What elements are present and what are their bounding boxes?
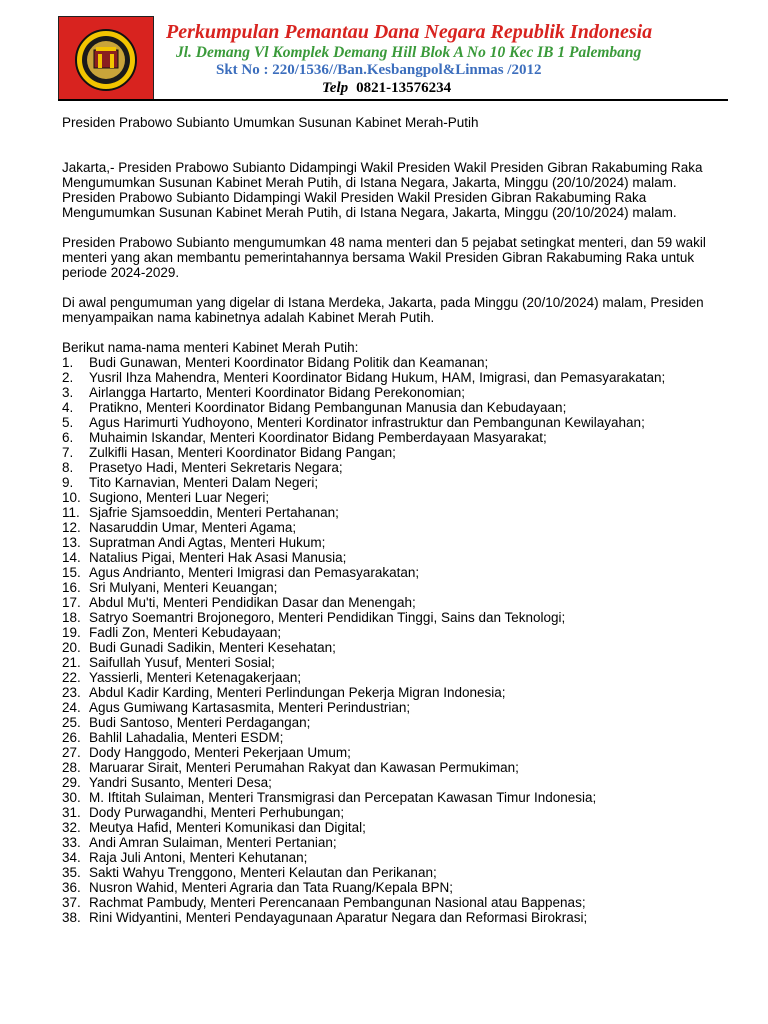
list-item-number: 30.: [62, 790, 81, 805]
list-item: [62, 535, 732, 550]
list-item: [62, 745, 732, 760]
list-item-text: Bahlil Lahadalia, Menteri ESDM;: [89, 730, 284, 745]
list-item-number: 23.: [62, 685, 81, 700]
list-item-text: Tito Karnavian, Menteri Dalam Negeri;: [89, 475, 319, 490]
list-item: [62, 670, 732, 685]
list-item: [62, 475, 732, 490]
list-item: [62, 805, 732, 820]
list-item-text: Yassierli, Menteri Ketenagakerjaan;: [89, 670, 302, 685]
list-item-number: 19.: [62, 625, 81, 640]
list-item-number: 26.: [62, 730, 81, 745]
list-item-number: 3.: [62, 385, 74, 400]
list-item: [62, 685, 732, 700]
organization-address: Jl. Demang Vl Komplek Demang Hill Blok A No 10 Kec IB 1 Palembang: [176, 44, 642, 61]
list-item-number: 31.: [62, 805, 81, 820]
list-item: [62, 520, 732, 535]
list-item-number: 8.: [62, 460, 74, 475]
list-item: [62, 835, 732, 850]
list-item: [62, 730, 732, 745]
list-item-number: 29.: [62, 775, 81, 790]
list-item: [62, 790, 732, 805]
list-item: [62, 370, 732, 385]
list-item-text: Nasaruddin Umar, Menteri Agama;: [89, 520, 297, 535]
list-item-number: 6.: [62, 430, 74, 445]
list-item-text: Dody Purwagandhi, Menteri Perhubungan;: [89, 805, 345, 820]
list-item: [62, 880, 732, 895]
list-item-text: Fadli Zon, Menteri Kebudayaan;: [89, 625, 282, 640]
list-item: [62, 355, 732, 370]
list-item: [62, 820, 732, 835]
list-item-text: Andi Amran Sulaiman, Menteri Pertanian;: [89, 835, 337, 850]
telephone-line: [322, 80, 451, 97]
list-item: [62, 655, 732, 670]
list-item: [62, 550, 732, 565]
list-item-number: 34.: [62, 850, 81, 865]
list-item-number: 22.: [62, 670, 81, 685]
list-item: [62, 775, 732, 790]
list-item-text: M. Iftitah Sulaiman, Menteri Transmigrasi dan Percepatan Kawasan Timur Indonesia;: [89, 790, 597, 805]
list-item-number: 1.: [62, 355, 74, 370]
list-item-text: Airlangga Hartarto, Menteri Koordinator Bidang Perekonomian;: [89, 385, 465, 400]
list-item-number: 14.: [62, 550, 81, 565]
telephone-number: 0821-13576234: [356, 80, 452, 96]
list-item-number: 17.: [62, 595, 81, 610]
list-item-text: Natalius Pigai, Menteri Hak Asasi Manusia;: [89, 550, 347, 565]
list-item: [62, 505, 732, 520]
list-item-text: Pratikno, Menteri Koordinator Bidang Pembangunan Manusia dan Kebudayaan;: [89, 400, 567, 415]
list-item-number: 2.: [62, 370, 74, 385]
list-item-text: Sjafrie Sjamsoeddin, Menteri Pertahanan;: [89, 505, 339, 520]
list-item-text: Rini Widyantini, Menteri Pendayagunaan Aparatur Negara dan Reformasi Birokrasi;: [89, 910, 588, 925]
list-item: [62, 430, 732, 445]
list-item: [62, 625, 732, 640]
list-item-number: 12.: [62, 520, 81, 535]
list-item-text: Saifullah Yusuf, Menteri Sosial;: [89, 655, 275, 670]
list-item-text: Abdul Kadir Karding, Menteri Perlindungan Pekerja Migran Indonesia;: [89, 685, 506, 700]
telephone-label: Telp: [322, 80, 349, 96]
list-item-number: 11.: [62, 505, 80, 520]
list-item-number: 36.: [62, 880, 81, 895]
article-title: Presiden Prabowo Subianto Umumkan Susunan Kabinet Merah-Putih: [62, 115, 479, 130]
list-item-text: Yusril Ihza Mahendra, Menteri Koordinator Bidang Hukum, HAM, Imigrasi, dan Pemasyarakatan;: [89, 370, 666, 385]
list-item-text: Supratman Andi Agtas, Menteri Hukum;: [89, 535, 326, 550]
list-item-number: 18.: [62, 610, 81, 625]
list-item-number: 4.: [62, 400, 74, 415]
list-item-number: 5.: [62, 415, 74, 430]
list-item: [62, 595, 732, 610]
list-item: [62, 760, 732, 775]
organization-logo: [58, 16, 154, 100]
list-item-text: Yandri Susanto, Menteri Desa;: [89, 775, 272, 790]
list-item: [62, 580, 732, 595]
list-item-number: 15.: [62, 565, 81, 580]
list-item-text: Raja Juli Antoni, Menteri Kehutanan;: [89, 850, 308, 865]
list-item: [62, 400, 732, 415]
list-item-number: 21.: [62, 655, 81, 670]
list-item-number: 9.: [62, 475, 74, 490]
list-item-number: 37.: [62, 895, 81, 910]
list-item-number: 25.: [62, 715, 81, 730]
list-item-text: Agus Gumiwang Kartasasmita, Menteri Perindustrian;: [89, 700, 411, 715]
list-item-text: Muhaimin Iskandar, Menteri Koordinator Bidang Pemberdayaan Masyarakat;: [89, 430, 547, 445]
list-item-text: Sugiono, Menteri Luar Negeri;: [89, 490, 270, 505]
list-item: [62, 565, 732, 580]
list-item: [62, 490, 732, 505]
registration-number: Skt No : 220/1536//Ban.Kesbangpol&Linmas /2012: [216, 62, 542, 78]
list-item: [62, 415, 732, 430]
list-item-number: 38.: [62, 910, 81, 925]
list-item: [62, 895, 732, 910]
list-item-number: 16.: [62, 580, 81, 595]
list-item-number: 7.: [62, 445, 74, 460]
list-item-text: Maruarar Sirait, Menteri Perumahan Rakyat dan Kawasan Permukiman;: [89, 760, 519, 775]
list-item-number: 20.: [62, 640, 81, 655]
paragraph: Jakarta,- Presiden Prabowo Subianto Didampingi Wakil Presiden Wakil Presiden Gibran Rakabuming Raka Mengumumkan Susunan Kabinet Merah Putih, di Istana Negara, Jakarta, Minggu (20/10/2024) malam. Presiden Prabowo Subianto Didampingi Wakil Presiden Wakil Presiden Gibran Rakabuming Raka Mengumumkan Susunan Kabinet Merah Putih, di Istana Negara, Jakarta, Minggu (20/10/2024) malam.: [62, 160, 703, 220]
list-item: [62, 715, 732, 730]
list-item-text: Budi Santoso, Menteri Perdagangan;: [89, 715, 311, 730]
header-divider: [58, 99, 728, 101]
list-item-number: 35.: [62, 865, 81, 880]
list-item-number: 13.: [62, 535, 81, 550]
paragraph: Presiden Prabowo Subianto mengumumkan 48 nama menteri dan 5 pejabat setingkat menteri, dan 59 wakil menteri yang akan membantu pemerintahannya bersama Wakil Presiden Gibran Rakabuming Raka untuk periode 2024-2029.: [62, 235, 706, 280]
list-item: [62, 460, 732, 475]
list-item-text: Abdul Mu'ti, Menteri Pendidikan Dasar dan Menengah;: [89, 595, 416, 610]
list-item: [62, 910, 732, 925]
list-item: [62, 850, 732, 865]
organization-name: Perkumpulan Pemantau Dana Negara Republik Indonesia: [166, 21, 653, 43]
list-item-number: 33.: [62, 835, 81, 850]
list-item-text: Nusron Wahid, Menteri Agraria dan Tata Ruang/Kepala BPN;: [89, 880, 453, 895]
paragraph: Di awal pengumuman yang digelar di Istana Merdeka, Jakarta, pada Minggu (20/10/2024) malam, Presiden menyampaikan nama kabinetnya adalah Kabinet Merah Putih.: [62, 295, 704, 325]
list-item: [62, 865, 732, 880]
list-item-text: Rachmat Pambudy, Menteri Perencanaan Pembangunan Nasional atau Bappenas;: [89, 895, 586, 910]
list-item-number: 27.: [62, 745, 81, 760]
list-item: [62, 385, 732, 400]
list-item-text: Prasetyo Hadi, Menteri Sekretaris Negara;: [89, 460, 343, 475]
list-intro: Berikut nama-nama menteri Kabinet Merah Putih:: [62, 340, 359, 355]
list-item-number: 24.: [62, 700, 81, 715]
list-item-text: Sakti Wahyu Trenggono, Menteri Kelautan dan Perikanan;: [89, 865, 437, 880]
list-item-text: Agus Andrianto, Menteri Imigrasi dan Pemasyarakatan;: [89, 565, 420, 580]
list-item-text: Agus Harimurti Yudhoyono, Menteri Kordinator infrastruktur dan Pembangunan Kewilayahan;: [89, 415, 645, 430]
list-item: [62, 445, 732, 460]
list-item-text: Meutya Hafid, Menteri Komunikasi dan Digital;: [89, 820, 366, 835]
list-item-text: Budi Gunadi Sadikin, Menteri Kesehatan;: [89, 640, 336, 655]
list-item-number: 32.: [62, 820, 81, 835]
list-item-number: 28.: [62, 760, 81, 775]
list-item-text: Zulkifli Hasan, Menteri Koordinator Bidang Pangan;: [89, 445, 396, 460]
list-item-text: Satryo Soemantri Brojonegoro, Menteri Pendidikan Tinggi, Sains dan Teknologi;: [89, 610, 566, 625]
article-body: [62, 115, 732, 925]
list-item-number: 10.: [62, 490, 81, 505]
list-item-text: Sri Mulyani, Menteri Keuangan;: [89, 580, 278, 595]
list-item: [62, 610, 732, 625]
list-item: [62, 640, 732, 655]
minister-list: [62, 355, 732, 925]
list-item: [62, 700, 732, 715]
list-item-text: Dody Hanggodo, Menteri Pekerjaan Umum;: [89, 745, 351, 760]
list-item-text: Budi Gunawan, Menteri Koordinator Bidang Politik dan Keamanan;: [89, 355, 489, 370]
